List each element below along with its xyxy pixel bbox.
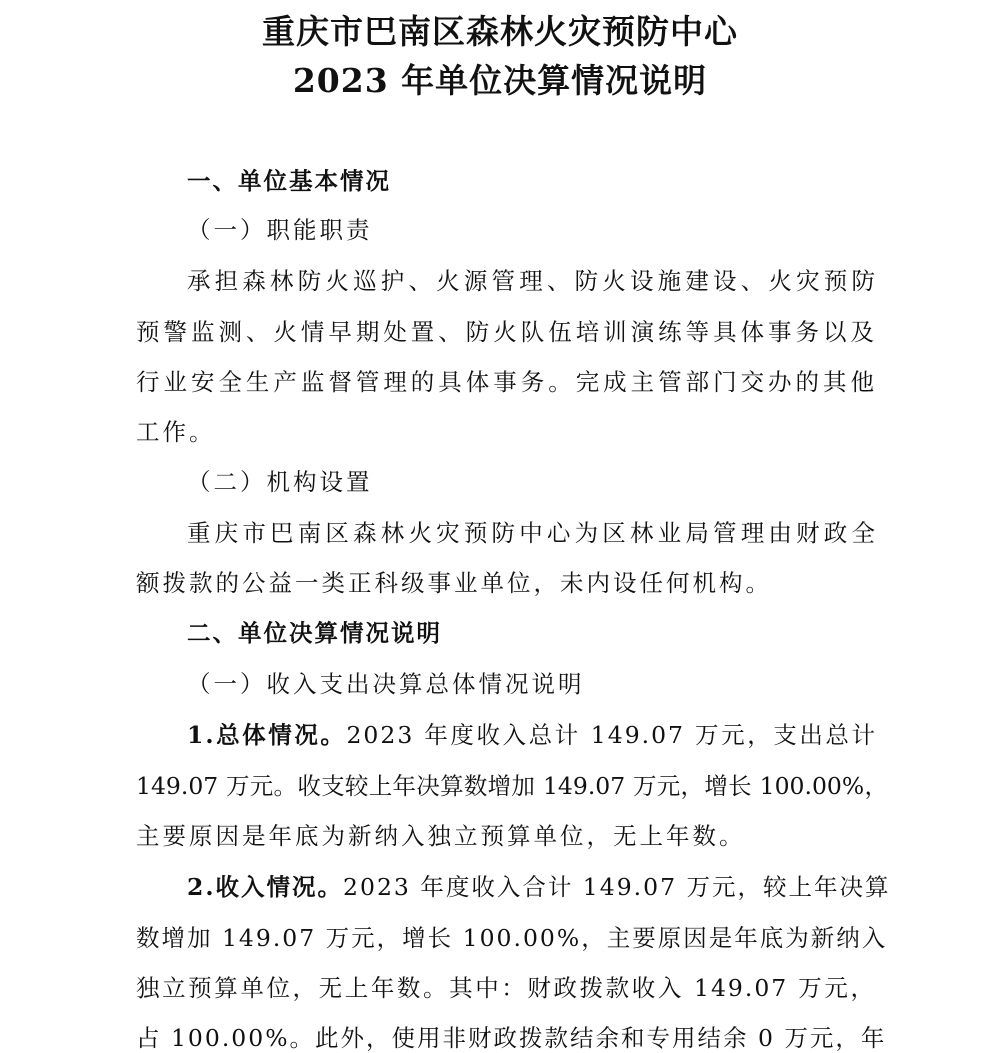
income-line-4: 占 100.00%。此外，使用非财政拨款结余和专用结余 0 万元，年 — [136, 1024, 887, 1052]
section-heading-1: 一、单位基本情况 — [187, 167, 391, 195]
income-line-1 — [187, 872, 891, 902]
income-line-3: 独立预算单位，无上年数。其中：财政拨款收入 149.07 万元， — [136, 974, 876, 1002]
organization-line-2: 额拨款的公益一类正科级事业单位，未内设任何机构。 — [136, 569, 772, 597]
functions-line-4: 工作。 — [136, 418, 216, 446]
functions-line-1: 承担森林防火巡护、火源管理、防火设施建设、火灾预防 — [187, 267, 877, 295]
income-first: 2023 年度收入合计 149.07 万元，较上年决算 — [343, 873, 891, 901]
overall-label: 1.总体情况。 — [187, 721, 347, 749]
subsection-heading-income-expense: （一）收入支出决算总体情况说明 — [187, 670, 585, 698]
functions-line-2: 预警监测、火情早期处置、防火队伍培训演练等具体事务以及 — [136, 318, 876, 346]
title-line-2: 2023 年单位决算情况说明 — [292, 61, 708, 100]
organization-line-1: 重庆市巴南区森林火灾预防中心为区林业局管理由财政全 — [187, 519, 877, 547]
overall-line-2: 149.07 万元。收支较上年决算数增加 149.07 万元，增长 100.00%， — [136, 772, 888, 800]
overall-first: 2023 年度收入总计 149.07 万元，支出总计 — [346, 721, 877, 749]
section-heading-2: 二、单位决算情况说明 — [187, 619, 442, 647]
subsection-heading-organization: （二）机构设置 — [187, 468, 373, 496]
title-line-1: 重庆市巴南区森林火灾预防中心 — [262, 12, 738, 51]
overall-line-3: 主要原因是年底为新纳入独立预算单位，无上年数。 — [136, 822, 746, 850]
income-label: 2.收入情况。 — [187, 873, 344, 901]
overall-line-1 — [187, 720, 877, 750]
functions-line-3: 行业安全生产监督管理的具体事务。完成主管部门交办的其他 — [136, 368, 876, 396]
subsection-heading-functions: （一）职能职责 — [187, 216, 373, 244]
income-line-2: 数增加 149.07 万元，增长 100.00%，主要原因是年底为新纳入 — [136, 924, 888, 952]
